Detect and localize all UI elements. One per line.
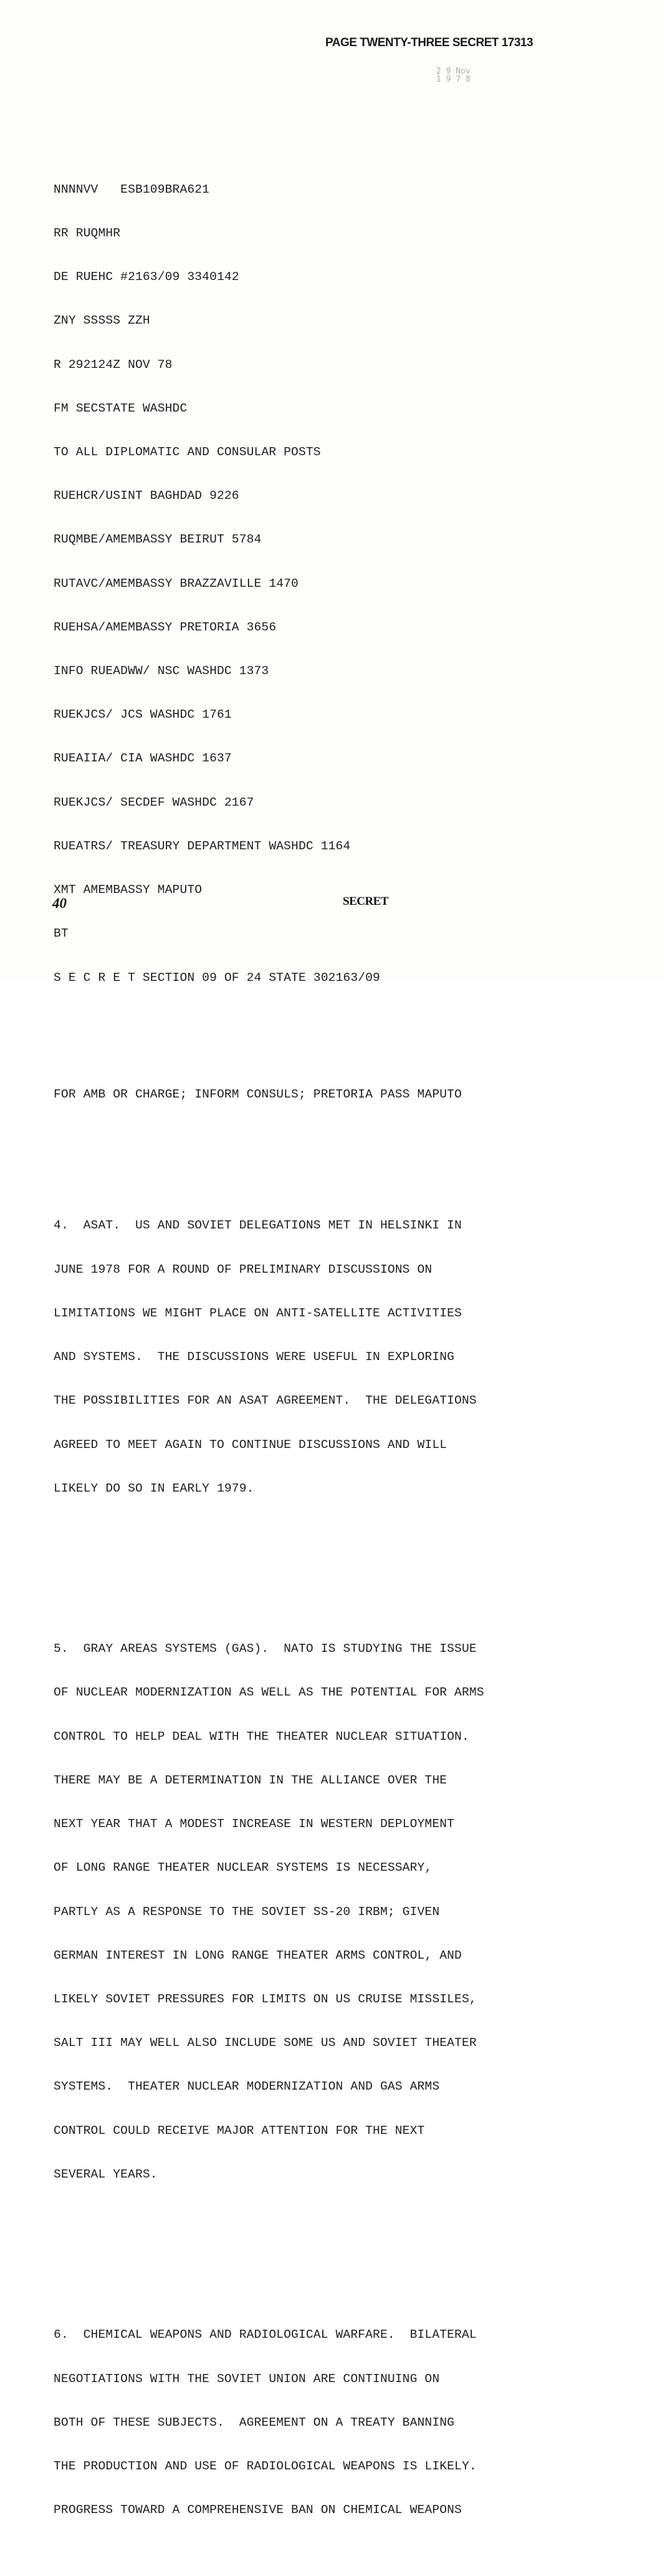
routing-line: RUEHSA/AMEMBASSY PRETORIA 3656 bbox=[54, 620, 277, 634]
paragraph-line: BOTH OF THESE SUBJECTS. AGREEMENT ON A TREATY BANNING bbox=[54, 2415, 455, 2429]
page-number: 40 bbox=[52, 895, 67, 911]
paragraph-line: 6. CHEMICAL WEAPONS AND RADIOLOGICAL WARFARE. BILATERAL bbox=[54, 2328, 477, 2342]
page-header-title: PAGE TWENTY-THREE SECRET 17313 bbox=[325, 36, 533, 49]
paragraph-line: LIKELY SOVIET PRESSURES FOR LIMITS ON US CRUISE MISSILES, bbox=[54, 1992, 477, 2006]
paragraph-line: 5. GRAY AREAS SYSTEMS (GAS). NATO IS STUDYING THE ISSUE bbox=[54, 1642, 477, 1656]
paragraph-line: SYSTEMS. THEATER NUCLEAR MODERNIZATION AND GAS ARMS bbox=[54, 2080, 440, 2094]
classification-marking: SECRET bbox=[343, 895, 389, 908]
routing-line: ZNY SSSSS ZZH bbox=[54, 314, 150, 328]
paragraph-line: OF NUCLEAR MODERNIZATION AS WELL AS THE POTENTIAL FOR ARMS bbox=[54, 1686, 484, 1700]
paragraph-chemical-weapons bbox=[54, 2299, 615, 2547]
date-stamp-line-2: 1 9 7 8 bbox=[436, 75, 471, 84]
routing-line: RUEHCR/USINT BAGHDAD 9226 bbox=[54, 489, 239, 503]
routing-line: INFO RUEADWW/ NSC WASHDC 1373 bbox=[54, 664, 269, 678]
paragraph-line: LIMITATIONS WE MIGHT PLACE ON ANTI-SATELLITE ACTIVITIES bbox=[54, 1306, 462, 1320]
routing-line: RR RUQMHR bbox=[54, 226, 121, 240]
paragraph-line: JUNE 1978 FOR A ROUND OF PRELIMINARY DISCUSSIONS ON bbox=[54, 1262, 433, 1276]
paragraph-line: THERE MAY BE A DETERMINATION IN THE ALLIANCE OVER THE bbox=[54, 1773, 447, 1787]
routing-line: RUTAVC/AMEMBASSY BRAZZAVILLE 1470 bbox=[54, 576, 299, 591]
paragraph-asat bbox=[54, 1190, 615, 1525]
paragraph-line: AND SYSTEMS. THE DISCUSSIONS WERE USEFUL IN EXPLORING bbox=[54, 1350, 455, 1364]
routing-line: XMT AMEMBASSY MAPUTO bbox=[54, 883, 203, 897]
routing-line: TO ALL DIPLOMATIC AND CONSULAR POSTS bbox=[54, 445, 321, 459]
routing-block bbox=[54, 153, 615, 1015]
spacer bbox=[54, 2241, 615, 2255]
routing-line: RUEKJCS/ JCS WASHDC 1761 bbox=[54, 708, 232, 722]
paragraph-line: LIKELY DO SO IN EARLY 1979. bbox=[54, 1481, 254, 1495]
routing-line: RUEATRS/ TREASURY DEPARTMENT WASHDC 1164 bbox=[54, 839, 351, 853]
spacer bbox=[54, 1131, 615, 1146]
routing-line: RUEKJCS/ SECDEF WASHDC 2167 bbox=[54, 795, 254, 809]
paragraph-line: CONTROL TO HELP DEAL WITH THE THEATER NUCLEAR SITUATION. bbox=[54, 1729, 469, 1744]
routing-line: BT bbox=[54, 927, 69, 941]
spacer bbox=[54, 1555, 615, 1569]
cable-body bbox=[54, 124, 615, 2576]
spacer bbox=[54, 1044, 615, 1058]
date-stamp-line-1: 2 9 Nov bbox=[436, 67, 471, 76]
paragraph-line: SALT III MAY WELL ALSO INCLUDE SOME US AND SOVIET THEATER bbox=[54, 2036, 477, 2050]
paragraph-line: GERMAN INTEREST IN LONG RANGE THEATER ARMS CONTROL, AND bbox=[54, 1948, 462, 1962]
paragraph-line: PARTLY AS A RESPONSE TO THE SOVIET SS-20 IRBM; GIVEN bbox=[54, 1904, 440, 1919]
routing-line: NNNNVV ESB109BRA621 bbox=[54, 182, 210, 196]
paragraph-line: THE POSSIBILITIES FOR AN ASAT AGREEMENT. THE DELEGATIONS bbox=[54, 1394, 477, 1408]
paragraph-gray-areas bbox=[54, 1613, 615, 2211]
paragraph-line: 4. ASAT. US AND SOVIET DELEGATIONS MET IN HELSINKI IN bbox=[54, 1218, 462, 1233]
paragraph-line: OF LONG RANGE THEATER NUCLEAR SYSTEMS IS NECESSARY, bbox=[54, 1861, 433, 1875]
paragraph-line: PROGRESS TOWARD A COMPREHENSIVE BAN ON CHEMICAL WEAPONS bbox=[54, 2503, 462, 2517]
paragraph-line: THE PRODUCTION AND USE OF RADIOLOGICAL WEAPONS IS LIKELY. bbox=[54, 2459, 477, 2473]
routing-line: RUEAIIA/ CIA WASHDC 1637 bbox=[54, 751, 232, 766]
paragraph-line: AGREED TO MEET AGAIN TO CONTINUE DISCUSSIONS AND WILL bbox=[54, 1437, 447, 1452]
routing-line: FM SECSTATE WASHDC bbox=[54, 401, 188, 415]
paragraph-line: NEXT YEAR THAT A MODEST INCREASE IN WESTERN DEPLOYMENT bbox=[54, 1817, 455, 1831]
routing-line: DE RUEHC #2163/09 3340142 bbox=[54, 270, 239, 284]
routing-line: R 292124Z NOV 78 bbox=[54, 357, 173, 372]
routing-line: RUQMBE/AMEMBASSY BEIRUT 5784 bbox=[54, 533, 262, 547]
paragraph-line: NEGOTIATIONS WITH THE SOVIET UNION ARE CONTINUING ON bbox=[54, 2371, 440, 2386]
paragraph-line: SEVERAL YEARS. bbox=[54, 2167, 158, 2181]
date-stamp bbox=[436, 67, 471, 84]
paragraph-line: CONTROL COULD RECEIVE MAJOR ATTENTION FOR THE NEXT bbox=[54, 2123, 425, 2138]
section-header-line: S E C R E T SECTION 09 OF 24 STATE 302163/09 bbox=[54, 970, 380, 985]
instruction-line: FOR AMB OR CHARGE; INFORM CONSULS; PRETORIA PASS MAPUTO bbox=[54, 1087, 462, 1101]
